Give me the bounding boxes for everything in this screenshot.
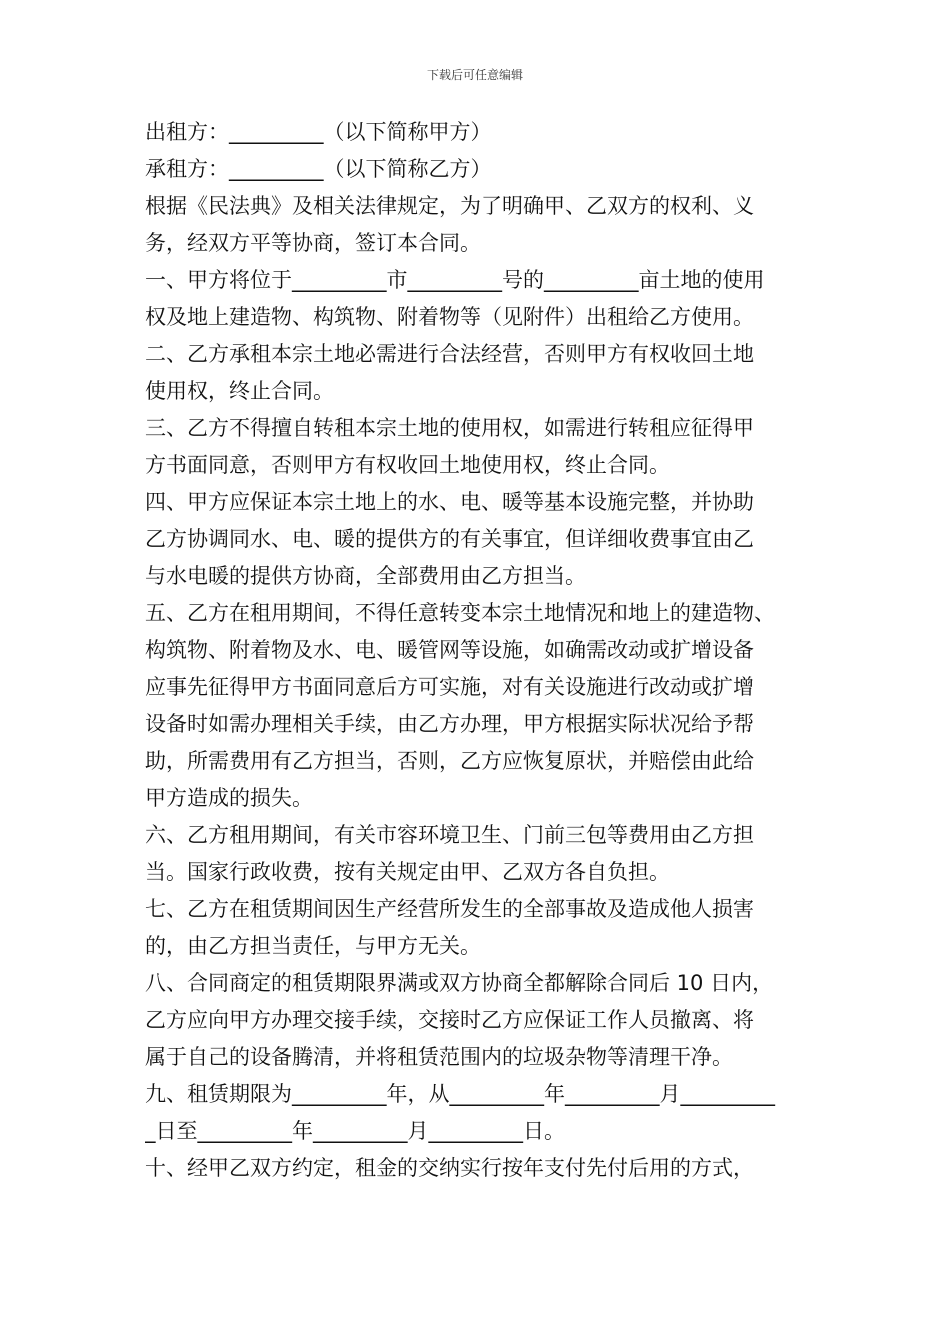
contract-line: 与水电暖的提供方协商，全部费用由乙方担当。 [145,564,586,588]
contract-line: 务，经双方平等协商，签订本合同。 [145,231,481,255]
contract-line: 乙方应向甲方办理交接手续，交接时乙方应保证工作人员撤离、将 [145,1008,754,1032]
contract-line: 二、乙方承租本宗土地必需进行合法经营，否则甲方有权收回土地 [145,342,754,366]
contract-line: 助，所需费用有乙方担当，否则，乙方应恢复原状，并赔偿由此给 [145,749,754,773]
contract-line: 八、合同商定的租赁期限界满或双方协商全都解除合同后 10 日内， [145,971,774,995]
contract-line: 的，由乙方担当责任，与甲方无关。 [145,934,481,958]
contract-line: 方书面同意，否则甲方有权收回土地使用权，终止合同。 [145,453,670,477]
contract-line: 一、甲方将位于_________市_________号的_________亩土地的使用 [145,268,765,292]
contract-line: 承租方：_________（以下简称乙方） [145,157,492,181]
contract-line: 构筑物、附着物及水、电、暖管网等设施，如确需改动或扩增设备 [145,638,754,662]
contract-line: 三、乙方不得擅自转租本宗土地的使用权，如需进行转租应征得甲 [145,416,754,440]
contract-line: 出租方：_________（以下简称甲方） [145,120,492,144]
contract-line: 九、租赁期限为_________年，从_________年_________月_________ [145,1082,775,1106]
contract-line: 乙方协调同水、电、暖的提供方的有关事宜，但详细收费事宜由乙 [145,527,754,551]
contract-line: 十、经甲乙双方约定，租金的交纳实行按年支付先付后用的方式， [145,1156,754,1180]
contract-line: 当。国家行政收费，按有关规定由甲、乙双方各自负担。 [145,860,670,884]
contract-line: _日至_________年_________月_________日。 [145,1119,565,1143]
contract-line: 根据《民法典》及相关法律规定，为了明确甲、乙双方的权利、义 [145,194,754,218]
contract-line: 甲方造成的损失。 [145,786,313,810]
contract-line: 应事先征得甲方书面同意后方可实施，对有关设施进行改动或扩增 [145,675,754,699]
contract-body [145,114,810,1187]
page-header: 下载后可任意编辑 [426,68,523,82]
contract-line: 权及地上建造物、构筑物、附着物等（见附件）出租给乙方使用。 [145,305,754,329]
contract-line: 属于自己的设备腾清，并将租赁范围内的垃圾杂物等清理干净。 [145,1045,733,1069]
contract-line: 五、乙方在租用期间，不得任意转变本宗土地情况和地上的建造物、 [145,601,775,625]
contract-line: 设备时如需办理相关手续，由乙方办理，甲方根据实际状况给予帮 [145,712,754,736]
contract-line: 四、甲方应保证本宗土地上的水、电、暖等基本设施完整，并协助 [145,490,754,514]
contract-line: 七、乙方在租赁期间因生产经营所发生的全部事故及造成他人损害 [145,897,754,921]
contract-line: 六、乙方租用期间，有关市容环境卫生、门前三包等费用由乙方担 [145,823,754,847]
contract-line: 使用权，终止合同。 [145,379,334,403]
